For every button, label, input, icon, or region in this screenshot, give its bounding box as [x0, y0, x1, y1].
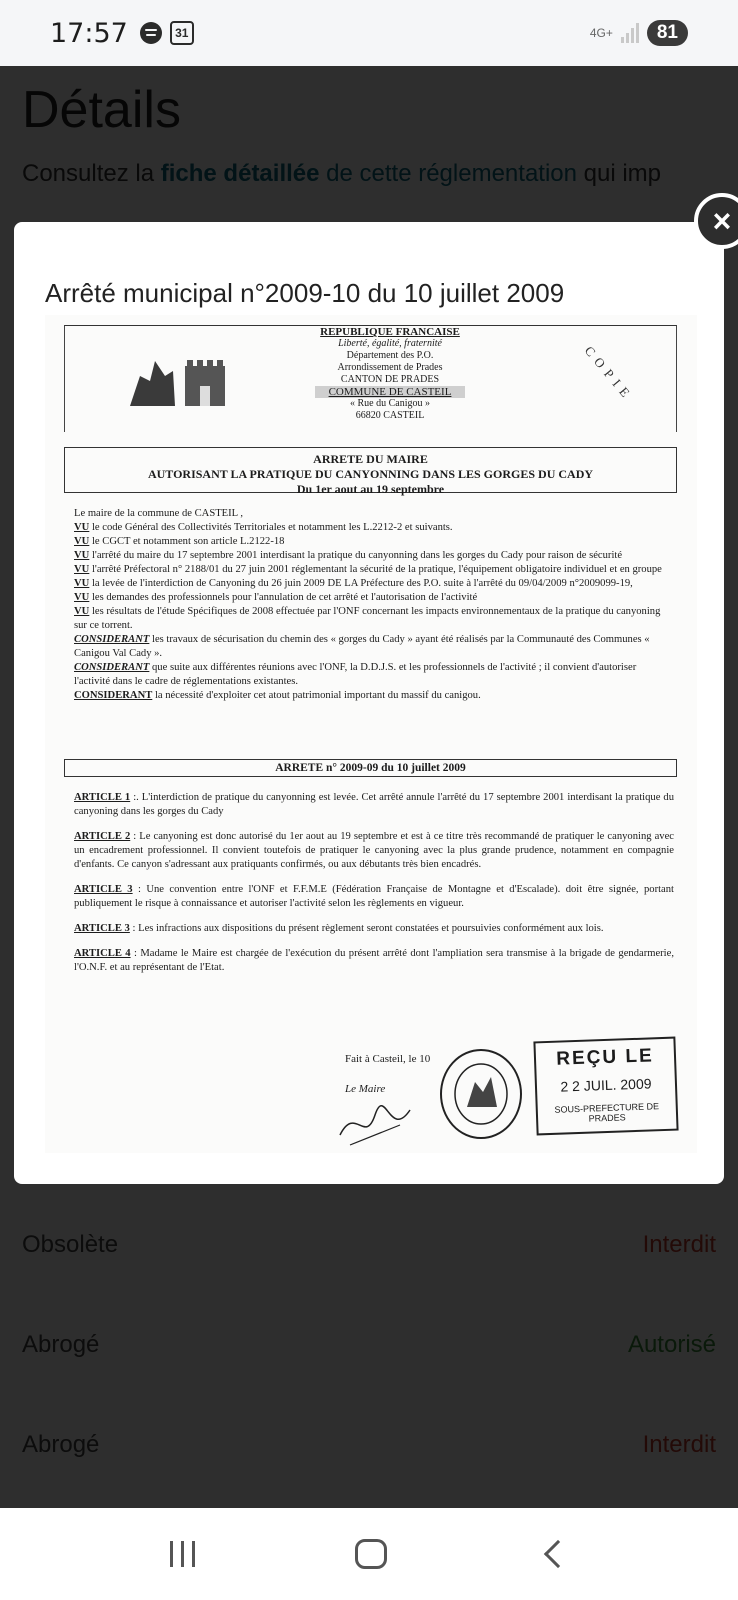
recent-apps-button[interactable]	[170, 1541, 195, 1567]
system-nav-bar	[0, 1508, 738, 1600]
signature-icon	[330, 1095, 420, 1150]
clock: 17:57	[50, 17, 128, 49]
modal-title: Arrêté municipal n°2009-10 du 10 juillet 2009	[45, 278, 565, 308]
article: ARTICLE 2 : Le canyoning est donc autorisé du 1er aout au 19 septembre et est à ce titre très recommandé de pratiquer le canyoning avec un encadrement professionnel. Il convient toutefois de pratiquer le canyoning avec la plus grande prudence, notamment en compagnie d'enfants. Ce canyon s'adressant aux pratiquants confirmés, ou aux débutants très bien encadrés.	[74, 831, 674, 870]
mairie-seal-icon	[437, 1047, 525, 1141]
network-type: 4G+	[589, 25, 613, 40]
status-bar	[0, 0, 738, 66]
article: ARTICLE 4 : Madame le Maire est chargée de l'exécution du présent arrêté dont l'ampliation sera transmise à la brigade de gendarmerie, l'O.N.F. et au représentant de l'Etat.	[74, 948, 674, 973]
home-button[interactable]	[355, 1539, 387, 1569]
document-articles	[74, 791, 674, 986]
document-title: ARRETE DU MAIRE AUTORISANT LA PRATIQUE DU CANYONNING DANS LES GORGES DU CADY Du 1er aout au 19 septembre	[64, 447, 677, 493]
close-button[interactable]: ×	[694, 193, 738, 249]
arrete-number: ARRETE n° 2009-09 du 10 juillet 2009	[64, 759, 677, 777]
document-header	[64, 325, 677, 432]
le-maire: Le Maire	[345, 1083, 386, 1095]
battery-indicator: 81	[647, 20, 688, 46]
crest-icon	[125, 346, 235, 416]
document-modal	[14, 222, 724, 1184]
scanned-document	[45, 315, 697, 1153]
signal-icon	[621, 23, 639, 43]
article: ARTICLE 3 : Les infractions aux dispositions du présent règlement seront constatées et poursuivies conformément aux lois.	[74, 923, 604, 934]
received-stamp: REÇU LE 2 2 JUIL. 2009 SOUS-PREFECTURE DE PRADES	[533, 1037, 678, 1136]
article: ARTICLE 3 : Une convention entre l'ONF et F.F.M.E (Fédération Française de Montagne et d'Escalade). doit être signée, portant publiquement le risque à connaissance et autoriser l'activité selon les règlements en vigueur.	[74, 884, 674, 909]
spotify-icon	[140, 22, 162, 44]
document-preamble: Le maire de la commune de CASTEIL , VU le code Général des Collectivités Territoriales et notamment les L.2212-2 et suivants. VU le CGCT et notamment son article L.2122-18 VU l'arrêté du maire du 17 septembre 2001 interdisant la pratique du canyonning dans les gorges du Cady pour raison de sécurité VU l'arrêté Préfectoral n° 2188/01 du 27 juin 2001 réglementant la sécurité de la pratique, l'équipement obligatoire individuel et en groupe VU la levée de l'interdiction de Canyoning du 26 juin 2009 DE LA Préfecture des P.O. suite à l'arrêté du 09/04/2009 n°2009099-19, VU les demandes des professionnels pour l'annulation de cet arrêté et l'autorisation de l'activité VU les résultats de l'étude Spécifiques de 2008 effectuée par l'ONF concernant les impacts environnementaux de la pratique du canyoning sur ce torrent. CONSIDERANT les travaux de sécurisation du chemin des « gorges du Cady » ayant été réalisés par la Communauté des Communes « Canigou Val Cady ». CONSIDERANT que suite aux différentes réunions avec l'ONF, la D.D.J.S. et les professionnels de l'activité ; il convient d'autoriser l'activité dans le cadre de réglementations existantes. CONSIDERANT la nécessité d'exploiter cet atout patrimonial important du massif du canigou.	[74, 508, 662, 701]
header-address: REPUBLIQUE FRANCAISE Liberté, égalité, fraternité Département des P.O. Arrondissement de Prades CANTON DE PRADES COMMUNE DE CASTEIL « Rue du Canigou » 66820 CASTEIL	[315, 326, 465, 422]
back-button[interactable]	[544, 1540, 572, 1568]
calendar-icon: 31	[170, 21, 194, 45]
copie-stamp: COPIE	[581, 342, 637, 405]
fait-a: Fait à Casteil, le 10	[345, 1053, 431, 1065]
article: ARTICLE 1 :. L'interdiction de pratique du canyonning est levée. Cet arrêté annule l'arrêté du 17 septembre 2001 interdisant la pratique du canyoning dans les gorges du Cady	[74, 792, 674, 817]
